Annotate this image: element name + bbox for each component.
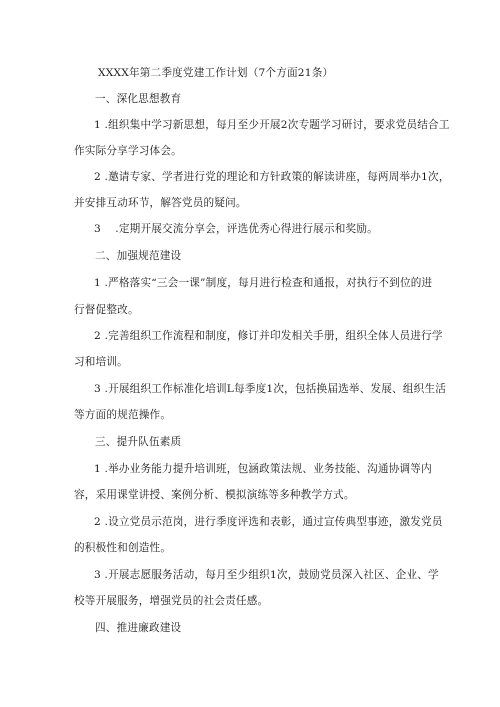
paragraph-line: 作实际分享学习体会。 [74,145,182,157]
section-heading: 一、深化思想教育 [95,93,182,105]
section-heading: 三、提升队伍素质 [95,436,182,448]
paragraph-line: 习和培训。 [74,356,128,368]
paragraph-line: 等方面的规范操作。 [74,409,172,421]
paragraph-line: 3 .定期开展交流分享会，评选优秀心得进行展示和奖励。 [94,223,378,235]
paragraph-line: 1 .严格落实“三会一课”制度，每月进行检查和通报，对执行不到位的进 [94,277,433,289]
paragraph-line: 容，采用课堂讲授、案例分析、模拟演练等多种教学方式。 [74,489,355,501]
section-heading: 四、推进廉政建设 [95,622,182,634]
paragraph-line: 3 .开展组织工作标准化培训L每季度1次，包括换届选举、发展、组织生活 [94,383,447,395]
paragraph-line: 行督促整改。 [74,304,139,316]
document-title: XXXX年第二季度党建工作计划（7个方面21条） [98,67,334,79]
paragraph-line: 2 .完善组织工作流程和制度，修订并印发相关手册，组织全体人员进行学 [94,330,443,342]
paragraph-line: 1 .组织集中学习新思想，每月至少开展2次专题学习研讨，要求党员结合工 [94,119,450,131]
paragraph-line: 2 .邀请专家、学者进行党的理论和方针政策的解读讲座，每两周举办1次， [94,171,450,183]
paragraph-line: 1 .举办业务能力提升培训班，包涵政策法规、业务技能、沟通协调等内 [94,463,432,475]
paragraph-line: 并安排互动环节，解答党员的疑问。 [74,197,247,209]
paragraph-line: 的积极性和创造性。 [74,542,172,554]
section-heading: 二、加强规范建设 [95,250,182,262]
paragraph-line: 2 .设立党员示范岗，进行季度评选和表彰，通过宣传典型事迹，激发党员 [94,516,443,528]
paragraph-line: 3 .开展志愿服务活动，每月至少组织1次，鼓励党员深入社区、企业、学 [94,569,439,581]
paragraph-line: 校等开展服务，增强党员的社会责任感。 [74,595,269,607]
